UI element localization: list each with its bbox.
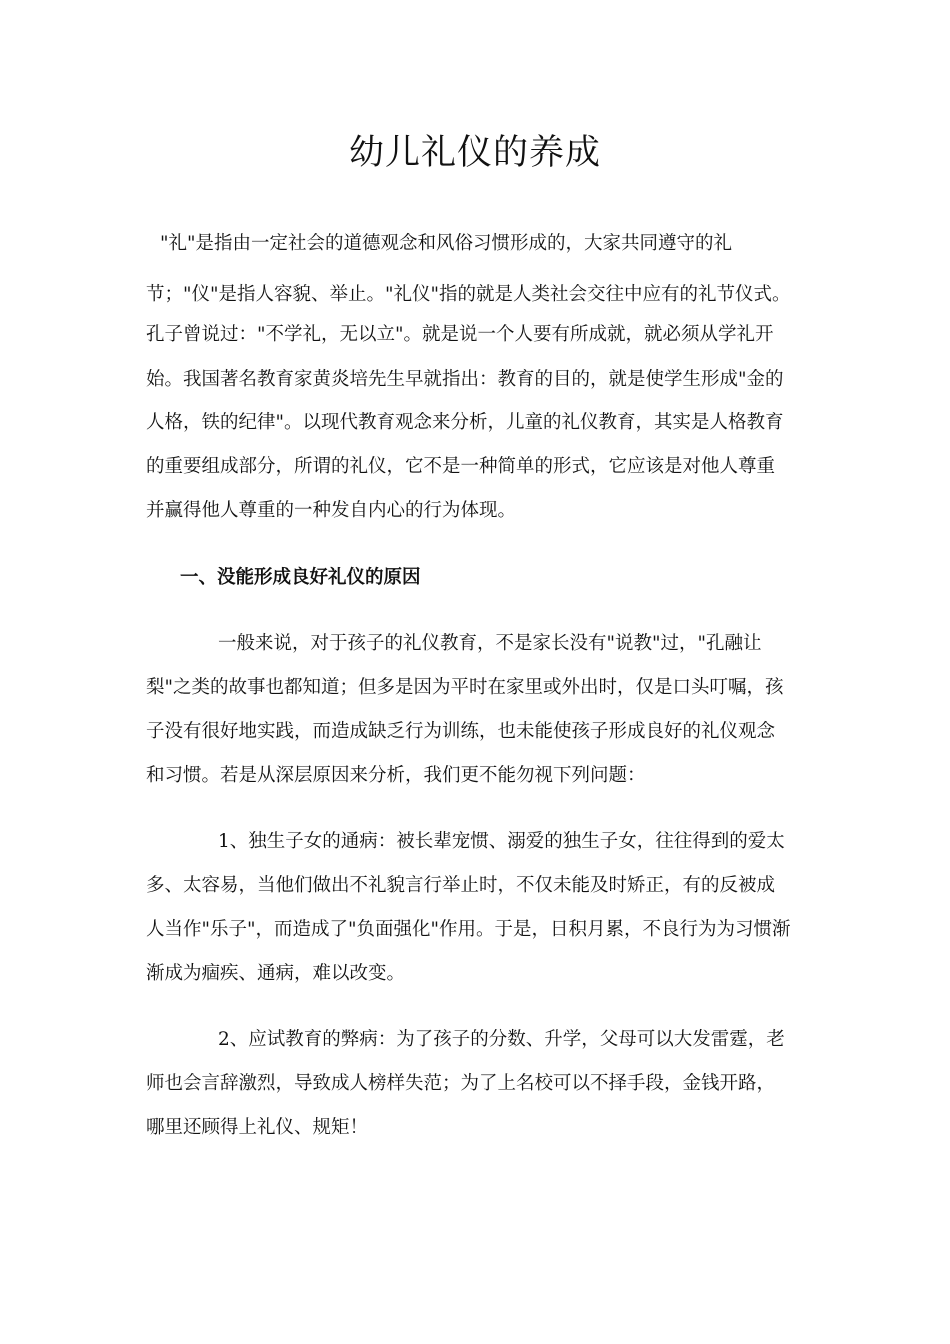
- section1-line-2: 梨"之类的故事也都知道；但多是因为平时在家里或外出时，仅是口头叮嘱，孩: [146, 677, 784, 698]
- document-title: 幼儿礼仪的养成: [348, 133, 601, 173]
- point1-line-1: 1、独生子女的通病：被长辈宠惯、溺爱的独生子女，往往得到的爱太: [218, 831, 785, 852]
- intro-line-7: 并赢得他人尊重的一种发自内心的行为体现。: [146, 500, 517, 521]
- point2-line-1: 2、应试教育的弊病：为了孩子的分数、升学，父母可以大发雷霆，老: [218, 1029, 785, 1050]
- section1-line-3: 子没有很好地实践，而造成缺乏行为训练，也未能使孩子形成良好的礼仪观念: [146, 721, 776, 742]
- point2-line-2: 师也会言辞激烈，导致成人榜样失范；为了上名校可以不择手段，金钱开路，: [146, 1073, 776, 1094]
- point1-line-3: 人当作"乐子"，而造成了"负面强化"作用。于是，日积月累，不良行为为习惯渐: [146, 919, 791, 940]
- section1-line-4: 和习惯。若是从深层原因来分析，我们更不能勿视下列问题：: [146, 765, 646, 786]
- point1-line-4: 渐成为痼疾、通病，难以改变。: [146, 963, 406, 984]
- intro-line-3: 孔子曾说过："不学礼，无以立"。就是说一个人要有所成就，就必须从学礼开: [146, 324, 774, 345]
- section1-line-1: 一般来说，对于孩子的礼仪教育，不是家长没有"说教"过，"孔融让: [218, 633, 762, 654]
- intro-line-5: 人格，铁的纪律"。以现代教育观念来分析，儿童的礼仪教育，其实是人格教育: [146, 412, 784, 433]
- intro-line-6: 的重要组成部分，所谓的礼仪，它不是一种简单的形式，它应该是对他人尊重: [146, 456, 776, 477]
- intro-line-2: 节；"仪"是指人容貌、举止。"礼仪"指的就是人类社会交往中应有的礼节仪式。: [146, 284, 791, 305]
- section-heading: 一、没能形成良好礼仪的原因: [180, 567, 421, 588]
- intro-line-4: 始。我国著名教育家黄炎培先生早就指出：教育的目的，就是使学生形成"金的: [146, 369, 784, 390]
- intro-line-1: "礼"是指由一定社会的道德观念和风俗习惯形成的，大家共同遵守的礼: [160, 233, 733, 254]
- point1-line-2: 多、太容易，当他们做出不礼貌言行举止时，不仅未能及时矫正，有的反被成: [146, 875, 776, 896]
- point2-line-3: 哪里还顾得上礼仪、规矩！: [146, 1117, 369, 1138]
